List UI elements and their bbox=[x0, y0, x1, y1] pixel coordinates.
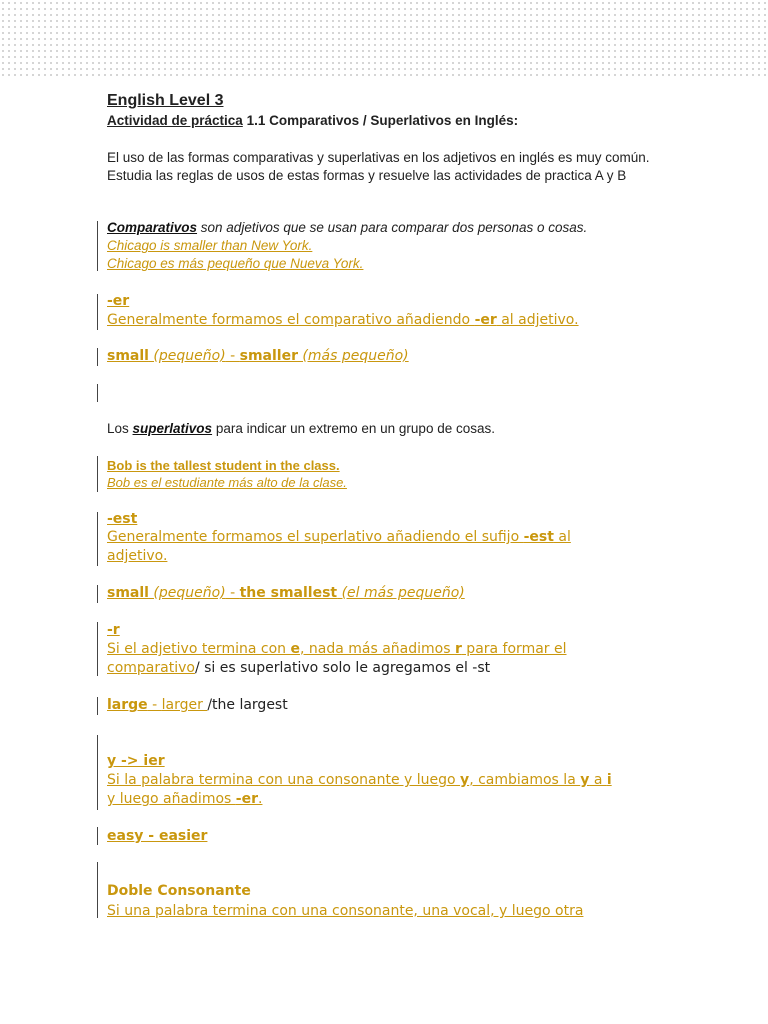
small-comparative-example[interactable] bbox=[107, 348, 409, 364]
activity-subtitle bbox=[107, 113, 518, 128]
rule-est-text-a: Generalmente formamos el superlativo añadiendo el sufijo bbox=[107, 529, 524, 545]
largest-word: /the largest bbox=[207, 697, 288, 713]
small-sep: - bbox=[225, 585, 240, 601]
rule-r-l2-text: / si es superlativo solo le agregamos el -st bbox=[194, 660, 491, 676]
small-word: small bbox=[107, 585, 149, 601]
small-gloss: (pequeño) bbox=[148, 585, 226, 601]
large-word[interactable]: large bbox=[107, 697, 148, 713]
superlativos-text: para indicar un extremo en un grupo de cosas. bbox=[212, 421, 495, 436]
larger-word[interactable]: larger bbox=[161, 697, 208, 713]
rule-er-heading[interactable]: -er bbox=[107, 293, 130, 309]
rule-er-text-a: Generalmente formamos el comparativo añadiendo bbox=[107, 312, 475, 328]
comparativos-example-en[interactable]: Chicago is smaller than New York. bbox=[107, 238, 313, 253]
margin-bar bbox=[97, 697, 98, 715]
rule-est-text-b: al bbox=[553, 529, 571, 545]
rule-est-text-continued[interactable]: adjetivo. bbox=[107, 548, 168, 564]
margin-bar bbox=[97, 622, 98, 676]
superlativos-example-es[interactable]: Bob es el estudiante más alto de la clase. bbox=[107, 475, 347, 490]
easy-example[interactable]: easy - easier bbox=[107, 828, 208, 844]
large-sep: - bbox=[147, 697, 162, 713]
rule-r-l2-link[interactable]: comparativo bbox=[107, 660, 195, 676]
superlativos-definition bbox=[107, 421, 495, 436]
rule-double-heading[interactable]: Doble Consonante bbox=[107, 883, 251, 899]
margin-bar bbox=[97, 862, 98, 918]
margin-bar bbox=[97, 384, 98, 402]
rule-y-l2-a: y luego añadimos bbox=[107, 791, 236, 807]
rule-r-line1[interactable] bbox=[107, 641, 567, 657]
superlativos-term: superlativos bbox=[132, 421, 213, 436]
activity-label: Actividad de práctica bbox=[107, 113, 243, 128]
superlativos-example-en[interactable]: Bob is the tallest student in the class. bbox=[107, 458, 340, 473]
rule-er-text-bold: -er bbox=[474, 312, 497, 328]
rule-r-heading[interactable]: -r bbox=[107, 622, 120, 638]
intro-paragraph: El uso de las formas comparativas y superlativas en los adjetivos en inglés es muy común. Estudia las reglas de usos de estas formas y resuelve las actividades de practica A y B bbox=[107, 150, 650, 183]
comparativos-definition bbox=[107, 220, 587, 235]
rule-r-l1-a: Si el adjetivo termina con bbox=[107, 641, 291, 657]
rule-er-text-b: al adjetivo. bbox=[496, 312, 579, 328]
rule-y-heading[interactable]: y -> ier bbox=[107, 753, 165, 769]
rule-y-line2[interactable] bbox=[107, 791, 262, 807]
smaller-gloss: (más pequeño) bbox=[297, 348, 409, 364]
dotted-header-band bbox=[0, 0, 768, 76]
rule-est-text[interactable] bbox=[107, 529, 571, 545]
document-title: English Level 3 bbox=[107, 92, 224, 109]
rule-est-heading[interactable]: -est bbox=[107, 511, 138, 527]
smallest-word: the smallest bbox=[239, 585, 338, 601]
smallest-gloss: (el más pequeño) bbox=[337, 585, 465, 601]
rule-r-l1-c: , nada más añadimos bbox=[299, 641, 455, 657]
comparativos-term: Comparativos bbox=[107, 220, 198, 235]
small-superlative-example[interactable] bbox=[107, 585, 465, 601]
margin-bar bbox=[97, 294, 98, 330]
comparativos-example-es[interactable]: Chicago es más pequeño que Nueva York. bbox=[107, 256, 364, 271]
rule-y-l1-e: a bbox=[589, 772, 607, 788]
rule-r-line2 bbox=[107, 660, 490, 676]
margin-bar bbox=[97, 735, 98, 810]
rule-y-l1-b: y bbox=[460, 772, 470, 788]
rule-r-l1-b: e bbox=[290, 641, 300, 657]
margin-bar bbox=[97, 456, 98, 492]
rule-double-line1[interactable]: Si una palabra termina con una consonante, una vocal, y luego otra bbox=[107, 903, 584, 919]
activity-topic: 1.1 Comparativos / Superlativos en Inglés: bbox=[242, 113, 519, 128]
comparativos-definition-text: son adjetivos que se usan para comparar dos personas o cosas. bbox=[197, 220, 588, 235]
small-sep: - bbox=[225, 348, 240, 364]
rule-y-l1-a: Si la palabra termina con una consonante y luego bbox=[107, 772, 461, 788]
rule-r-l1-e: para formar el bbox=[461, 641, 567, 657]
small-gloss: (pequeño) bbox=[148, 348, 226, 364]
rule-y-l1-d: y bbox=[580, 772, 590, 788]
margin-bar bbox=[97, 512, 98, 566]
margin-bar bbox=[97, 585, 98, 603]
rule-y-l2-c: . bbox=[258, 791, 263, 807]
rule-er-text[interactable] bbox=[107, 312, 579, 328]
rule-est-text-bold: -est bbox=[523, 529, 554, 545]
rule-y-l1-f: i bbox=[606, 772, 612, 788]
rule-r-l1-d: r bbox=[454, 641, 462, 657]
margin-bar bbox=[97, 827, 98, 845]
rule-y-l2-b: -er bbox=[235, 791, 258, 807]
small-word: small bbox=[107, 348, 149, 364]
margin-bar bbox=[97, 348, 98, 366]
superlativos-prefix: Los bbox=[107, 421, 133, 436]
smaller-word: smaller bbox=[239, 348, 298, 364]
large-example bbox=[107, 697, 288, 713]
rule-y-l1-c: , cambiamos la bbox=[469, 772, 581, 788]
margin-bar bbox=[97, 221, 98, 271]
rule-y-line1[interactable] bbox=[107, 772, 612, 788]
